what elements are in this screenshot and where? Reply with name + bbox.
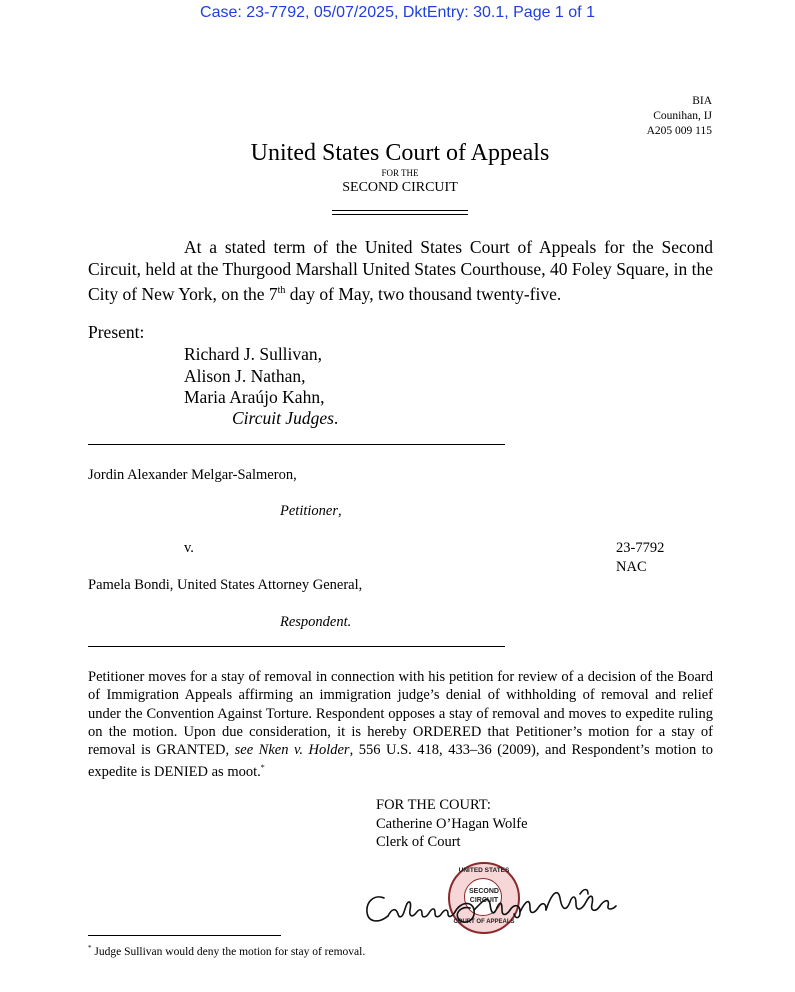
petitioner-role-punct: , xyxy=(338,503,342,519)
caption-top-rule xyxy=(88,444,505,445)
preamble-text-end: day of May, two thousand twenty-five. xyxy=(285,283,562,304)
seal-middle-text: SECOND xyxy=(469,888,499,895)
preamble-paragraph xyxy=(88,236,713,305)
seal-top-text: UNITED STATES xyxy=(458,867,510,874)
order-text-end: , 556 U.S. 418, 433–36 (2009), and Respondent’s motion to expedite is DENIED as moot. xyxy=(88,742,714,781)
judge-name: Alison J. Nathan, xyxy=(184,366,306,386)
alien-number: A205 009 115 xyxy=(646,125,712,137)
judges-title xyxy=(232,408,338,429)
judges-title-text: Circuit Judges xyxy=(232,408,334,428)
order-paragraph xyxy=(88,668,713,782)
footnote-reference: * xyxy=(260,763,265,773)
footnote xyxy=(88,944,365,958)
signature-block xyxy=(376,796,528,852)
present-label: Present: xyxy=(88,322,145,342)
immigration-judge: Counihan, IJ xyxy=(653,110,712,122)
ordinal-suffix: th xyxy=(277,285,286,296)
respondent-role: Respondent. xyxy=(280,614,352,630)
clerk-title: Clerk of Court xyxy=(376,834,461,851)
title-double-rule xyxy=(332,210,468,215)
judge-name: Richard J. Sullivan, xyxy=(184,344,323,364)
seal-middle-text: CIRCUIT xyxy=(469,897,499,904)
respondent-name: Pamela Bondi, United States Attorney General, xyxy=(88,577,363,593)
footnote-rule xyxy=(88,935,281,936)
docket-number: 23-7792 xyxy=(616,540,665,556)
clerk-signature xyxy=(362,880,624,934)
court-circuit: SECOND CIRCUIT xyxy=(342,180,458,195)
for-the-court: FOR THE COURT: xyxy=(376,797,491,813)
clerk-name: Catherine O’Hagan Wolfe xyxy=(376,815,528,832)
petitioner-role-text: Petitioner xyxy=(280,503,338,519)
court-for-the: FOR THE xyxy=(381,168,419,178)
order-text: Petitioner moves for a stay of removal in connection with his petition for review of a decision of the Board of Immigration Appeals affirming an immigration judge’s denial of withholding of removal and relief under the Convention Against Torture. Respondent opposes a stay of removal and moves to expedite ruling on the motion. Upon due consideration, it is hereby ORDERED that Petitioner’s motion for a stay of removal is GRANTED, xyxy=(88,669,713,759)
agency-info xyxy=(647,94,712,139)
footnote-mark: * xyxy=(88,944,92,952)
court-title: United States Court of Appeals xyxy=(250,140,550,166)
preamble-text: At a stated term of the United States Court of Appeals for the Second Circuit, held at the Thurgood Marshall United States Courthouse, 40 Foley Square, in the City of New York, on the 7 xyxy=(88,237,713,304)
order-citation: see Nken v. Holder xyxy=(234,742,350,759)
case-stamp: Case: 23-7792, 05/07/2025, DktEntry: 30.1, Page 1 of 1 xyxy=(200,4,595,21)
docket-type: NAC xyxy=(616,559,647,575)
petitioner-name: Jordin Alexander Melgar-Salmeron, xyxy=(88,467,297,483)
judge-name: Maria Araújo Kahn, xyxy=(184,387,325,407)
caption-bottom-rule xyxy=(88,646,505,647)
seal-bottom-text: COURT OF APPEALS xyxy=(453,919,515,925)
footnote-text: Judge Sullivan would deny the motion for stay of removal. xyxy=(91,945,366,958)
agency-label: BIA xyxy=(692,95,712,107)
petitioner-role xyxy=(280,503,342,520)
versus: v. xyxy=(184,540,194,556)
judges-title-punct: . xyxy=(333,408,339,428)
